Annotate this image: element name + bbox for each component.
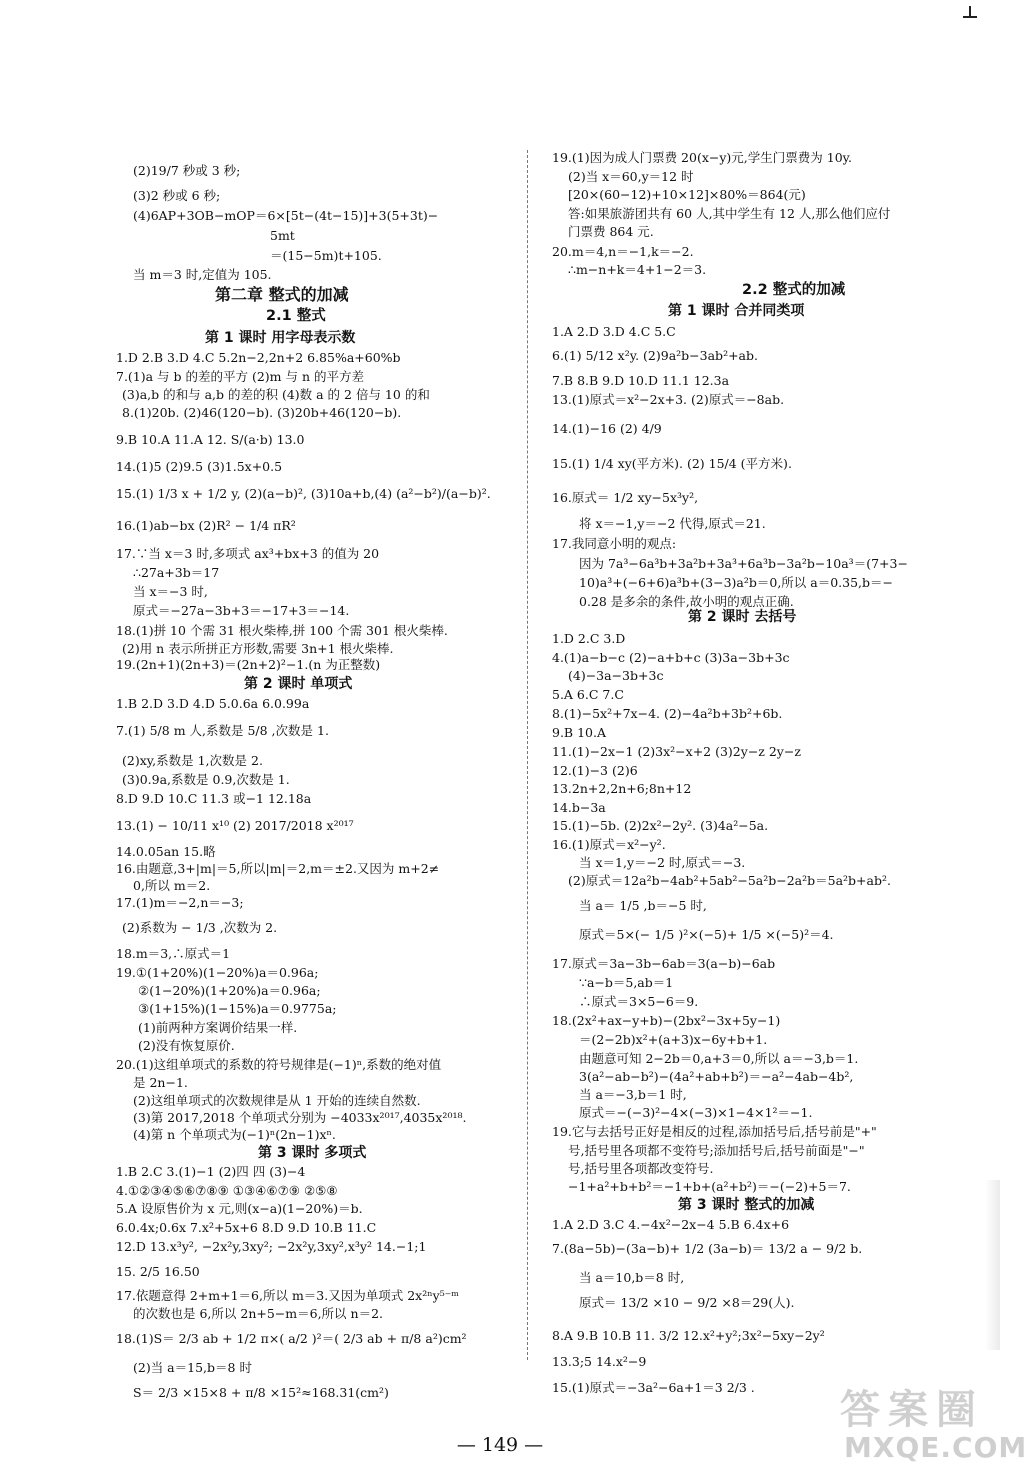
text-line: (2)当 x＝60,y＝12 时 bbox=[568, 169, 694, 184]
lesson-heading: 第 2 课时 单项式 bbox=[244, 676, 353, 692]
text-line: (3)0.9a,系数是 0.9,次数是 1. bbox=[122, 772, 290, 787]
text-line: 10)a³+(−6+6)a³b+(3−3)a²b＝0,所以 a＝0.35,b＝− bbox=[579, 575, 893, 590]
lesson-heading: 第 3 课时 整式的加减 bbox=[678, 1197, 815, 1213]
text-line: 当 x＝1,y＝−2 时,原式＝−3. bbox=[579, 855, 746, 870]
text-line: 13.(1)原式＝x²−2x+3. (2)原式＝−8ab. bbox=[552, 392, 785, 407]
text-line: 17.(1)m＝−2,n＝−3; bbox=[116, 895, 244, 910]
page-edge-shadow bbox=[985, 1180, 1000, 1350]
text-line: (3)a,b 的和与 a,b 的差的积 (4)数 a 的 2 倍与 10 的和 bbox=[122, 387, 430, 402]
text-line: ＝(2−2b)x²+(a+3)x−6y+b+1. bbox=[579, 1032, 768, 1047]
text-line: ∴m−n+k＝4+1−2＝3. bbox=[568, 262, 707, 277]
text-line: 19.(1)因为成人门票费 20(x−y)元,学生门票费为 10y. bbox=[552, 150, 853, 165]
text-line: 11.(1)−2x−1 (2)3x²−x+2 (3)2y−z 2y−z bbox=[552, 744, 801, 759]
section-heading: 2.1 整式 bbox=[266, 308, 326, 324]
text-line: 5.A 设原售价为 x 元,则(x−a)(1−20%)＝b. bbox=[116, 1201, 363, 1216]
text-line: 15.(1) 1/3 x + 1/2 y, (2)(a−b)², (3)10a+b,(4) (a²−b²)/(a−b)². bbox=[116, 486, 491, 501]
text-line: (2)19/7 秒或 3 秒; bbox=[133, 163, 241, 178]
text-line: (4)第 n 个单项式为(−1)ⁿ(2n−1)xⁿ. bbox=[133, 1127, 336, 1142]
text-line: 7.B 8.B 9.D 10.D 11.1 12.3a bbox=[552, 373, 730, 388]
text-line: 1.D 2.C 3.D bbox=[552, 631, 626, 646]
lesson-heading: 第 2 课时 去括号 bbox=[688, 609, 797, 625]
lesson-heading: 第 1 课时 合并同类项 bbox=[668, 303, 805, 319]
text-line: 5mt bbox=[270, 228, 295, 243]
text-line: 原式＝−27a−3b+3＝−17+3＝−14. bbox=[133, 603, 350, 618]
text-line: [20×(60−12)+10×12]×80%＝864(元) bbox=[568, 187, 806, 202]
text-line: 13.3;5 14.x²−9 bbox=[552, 1354, 647, 1369]
text-line: ∴原式＝3×5−6＝9. bbox=[579, 994, 699, 1009]
text-line: 当 m＝3 时,定值为 105. bbox=[133, 267, 272, 282]
text-line: (2)没有恢复原价. bbox=[138, 1038, 235, 1053]
text-line: (2)系数为 − 1/3 ,次数为 2. bbox=[122, 920, 278, 935]
text-line: (3)2 秒或 6 秒; bbox=[133, 188, 221, 203]
text-line: 当 a＝ 1/5 ,b＝−5 时, bbox=[579, 898, 707, 913]
text-line: 15.(1)−5b. (2)2x²−2y². (3)4a²−5a. bbox=[552, 818, 769, 833]
text-line: 15.(1) 1/4 xy(平方米). (2) 15/4 (平方米). bbox=[552, 456, 792, 471]
text-line: 1.B 2.D 3.D 4.D 5.0.6a 6.0.99a bbox=[116, 696, 310, 711]
text-line: 由题意可知 2−2b＝0,a+3＝0,所以 a＝−3,b＝1. bbox=[579, 1051, 859, 1066]
text-line: 20.m＝4,n＝−1,k＝−2. bbox=[552, 244, 694, 259]
text-line: 19.它与去括号正好是相反的过程,添加括号后,括号前是"+" bbox=[552, 1124, 877, 1139]
text-line: 16.由题意,3+|m|＝5,所以|m|＝2,m＝±2.又因为 m+2≠ bbox=[116, 861, 440, 876]
text-line: 7.(8a−5b)−(3a−b)+ 1/2 (3a−b)＝ 13/2 a − 9/2 b. bbox=[552, 1241, 863, 1256]
text-line: (2)xy,系数是 1,次数是 2. bbox=[122, 753, 263, 768]
text-line: (1)前两种方案调价结果一样. bbox=[138, 1020, 298, 1035]
text-line: ③(1+15%)(1−15%)a＝0.9775a; bbox=[138, 1001, 337, 1016]
watermark bbox=[836, 1387, 1027, 1476]
text-line: 的次数也是 6,所以 2n+5−m＝6,所以 n＝2. bbox=[133, 1306, 384, 1321]
text-line: 15.(1)原式＝−3a²−6a+1＝3 2/3 . bbox=[552, 1380, 755, 1395]
text-line: 18.(2x²+ax−y+b)−(2bx²−3x+5y−1) bbox=[552, 1013, 781, 1028]
text-line: 18.m＝3,∴原式＝1 bbox=[116, 946, 231, 961]
text-line: 12.(1)−3 (2)6 bbox=[552, 763, 638, 778]
text-line: 7.(1) 5/8 m 人,系数是 5/8 ,次数是 1. bbox=[116, 723, 329, 738]
text-line: 13.2n+2,2n+6;8n+12 bbox=[552, 781, 692, 796]
text-line: 16.(1)ab−bx (2)R² − 1/4 πR² bbox=[116, 518, 296, 533]
text-line: 17.∵当 x＝3 时,多项式 ax³+bx+3 的值为 20 bbox=[116, 546, 380, 561]
text-line: 原式＝−(−3)²−4×(−3)×1−4×1²＝−1. bbox=[579, 1105, 813, 1120]
text-line: 0.28 是多余的条件,故小明的观点正确. bbox=[579, 594, 794, 609]
text-line: (2)用 n 表示所拼正方形数,需要 3n+1 根火柴棒. bbox=[122, 641, 394, 656]
text-line: 8.A 9.B 10.B 11. 3/2 12.x²+y²;3x²−5xy−2y² bbox=[552, 1328, 825, 1343]
text-line: 16.(1)原式＝x²−y². bbox=[552, 837, 666, 852]
text-line: 17.我同意小明的观点: bbox=[552, 536, 677, 551]
text-line: 因为 7a³−6a³b+3a²b+3a³+6a³b−3a²b−10a³＝(7+3− bbox=[579, 556, 908, 571]
text-line: 13.(1) − 10/11 x¹⁰ (2) 2017/2018 x²⁰¹⁷ bbox=[116, 818, 354, 833]
corner-mark bbox=[963, 6, 977, 18]
text-line: 16.原式＝ 1/2 xy−5x³y², bbox=[552, 490, 699, 505]
chapter-heading: 第二章 整式的加减 bbox=[215, 285, 349, 304]
text-line: 4.(1)a−b−c (2)−a+b+c (3)3a−3b+3c bbox=[552, 650, 790, 665]
text-line: 1.A 2.D 3.D 4.C 5.C bbox=[552, 324, 676, 339]
text-line: 6.(1) 5/12 x²y. (2)9a²b−3ab²+ab. bbox=[552, 348, 758, 363]
text-line: (2)这组单项式的次数规律是从 1 开始的连续自然数. bbox=[133, 1093, 421, 1108]
text-line: 14.0.05an 15.略 bbox=[116, 844, 216, 859]
text-line: 号,括号里各项都改变符号. bbox=[568, 1161, 714, 1176]
text-line: 原式＝5×(− 1/5 )²×(−5)+ 1/5 ×(−5)²＝4. bbox=[579, 927, 834, 942]
text-line: 19.①(1+20%)(1−20%)a＝0.96a; bbox=[116, 965, 319, 980]
text-line: 3(a²−ab−b²)−(4a²+ab+b²)＝−a²−4ab−4b², bbox=[579, 1069, 854, 1084]
page-number: — 149 — bbox=[456, 1434, 544, 1456]
text-line: 当 a＝−3,b＝1 时, bbox=[579, 1087, 687, 1102]
watermark-url: MXQE.COM bbox=[844, 1431, 1027, 1464]
text-line: 答:如果旅游团共有 60 人,其中学生有 12 人,那么他们应付 bbox=[568, 206, 891, 221]
section-heading: 2.2 整式的加减 bbox=[742, 282, 846, 298]
text-line: 1.B 2.C 3.(1)−1 (2)四 四 (3)−4 bbox=[116, 1164, 306, 1179]
text-line: 1.D 2.B 3.D 4.C 5.2n−2,2n+2 6.85%a+60%b bbox=[116, 350, 401, 365]
text-line: S＝ 2/3 ×15×8 + π/8 ×15²≈168.31(cm²) bbox=[133, 1385, 389, 1400]
text-line: 原式＝ 13/2 ×10 − 9/2 ×8＝29(人). bbox=[579, 1295, 795, 1310]
text-line: 14.(1)−16 (2) 4/9 bbox=[552, 421, 662, 436]
column-divider bbox=[527, 150, 528, 1360]
text-line: 是 2n−1. bbox=[133, 1075, 188, 1090]
lesson-heading: 第 3 课时 多项式 bbox=[258, 1145, 367, 1161]
text-line: 9.B 10.A bbox=[552, 725, 606, 740]
text-line: 15. 2/5 16.50 bbox=[116, 1264, 200, 1279]
text-line: 门票费 864 元. bbox=[568, 224, 654, 239]
watermark-glyph: 答 bbox=[840, 1387, 880, 1433]
lesson-heading: 第 1 课时 用字母表示数 bbox=[205, 330, 356, 346]
text-line: 12.D 13.x³y², −2x²y,3xy²; −2x²y,3xy²,x³y² 14.−1;1 bbox=[116, 1239, 427, 1254]
text-line: −1+a²+b+b²＝−1+b+(a²+b²)＝−(−2)+5＝7. bbox=[568, 1179, 851, 1194]
text-line: 5.A 6.C 7.C bbox=[552, 687, 624, 702]
text-line: 号,括号里各项都不变符号;添加括号后,括号前面是"−" bbox=[568, 1143, 865, 1158]
text-line: 9.B 10.A 11.A 12. S/(a·b) 13.0 bbox=[116, 432, 305, 447]
text-line: 将 x＝−1,y＝−2 代得,原式＝21. bbox=[579, 516, 766, 531]
text-line: (4)−3a−3b+3c bbox=[568, 668, 664, 683]
text-line: 18.(1)拼 10 个需 31 根火柴棒,拼 100 个需 301 根火柴棒. bbox=[116, 623, 448, 638]
watermark-glyph: 圈 bbox=[936, 1387, 976, 1433]
text-line: 19.(2n+1)(2n+3)＝(2n+2)²−1.(n 为正整数) bbox=[116, 657, 381, 672]
text-line: ∵a−b＝5,ab＝1 bbox=[579, 975, 674, 990]
text-line: 7.(1)a 与 b 的差的平方 (2)m 与 n 的平方差 bbox=[116, 369, 365, 384]
text-line: ＝(15−5m)t+105. bbox=[270, 248, 382, 263]
text-line: 17.依题意得 2+m+1＝6,所以 m＝3.又因为单项式 2x²ⁿy⁵⁻ᵐ bbox=[116, 1288, 459, 1303]
text-line: 6.0.4x;0.6x 7.x²+5x+6 8.D 9.D 10.B 11.C bbox=[116, 1220, 377, 1235]
text-line: (2)当 a＝15,b＝8 时 bbox=[133, 1360, 252, 1375]
text-line: (2)原式＝12a²b−4ab²+5ab²−5a²b−2a²b＝5a²b+ab². bbox=[568, 873, 891, 888]
text-line: 当 x＝−3 时, bbox=[133, 584, 208, 599]
text-line: ∴27a+3b＝17 bbox=[133, 565, 220, 580]
text-line: 4.①②③④⑤⑥⑦⑧⑨ ①③④⑥⑦⑨ ②⑤⑧ bbox=[116, 1183, 338, 1198]
text-line: ②(1−20%)(1+20%)a＝0.96a; bbox=[138, 983, 321, 998]
text-line: 14.(1)5 (2)9.5 (3)1.5x+0.5 bbox=[116, 459, 283, 474]
text-line: 8.(1)20b. (2)46(120−b). (3)20b+46(120−b). bbox=[122, 405, 402, 420]
text-line: 1.A 2.D 3.C 4.−4x²−2x−4 5.B 6.4x+6 bbox=[552, 1217, 790, 1232]
text-line: 18.(1)S＝ 2/3 ab + 1/2 π×( a/2 )²＝( 2/3 ab + π/8 a²)cm² bbox=[116, 1331, 467, 1346]
text-line: (4)6AP+3OB−mOP＝6×[5t−(4t−15)]+3(5+3t)− bbox=[133, 208, 439, 223]
text-line: (3)第 2017,2018 个单项式分别为 −4033x²⁰¹⁷,4035x²⁰¹⁸. bbox=[133, 1110, 467, 1125]
text-line: 8.D 9.D 10.C 11.3 或−1 12.18a bbox=[116, 791, 312, 806]
text-line: 当 a＝10,b＝8 时, bbox=[579, 1270, 685, 1285]
text-line: 14.b−3a bbox=[552, 800, 606, 815]
text-line: 0,所以 m＝2. bbox=[133, 878, 211, 893]
watermark-glyph: 案 bbox=[888, 1387, 928, 1433]
text-line: 20.(1)这组单项式的系数的符号规律是(−1)ⁿ,系数的绝对值 bbox=[116, 1057, 442, 1072]
text-line: 8.(1)−5x²+7x−4. (2)−4a²b+3b²+6b. bbox=[552, 706, 783, 721]
text-line: 17.原式＝3a−3b−6ab＝3(a−b)−6ab bbox=[552, 956, 776, 971]
